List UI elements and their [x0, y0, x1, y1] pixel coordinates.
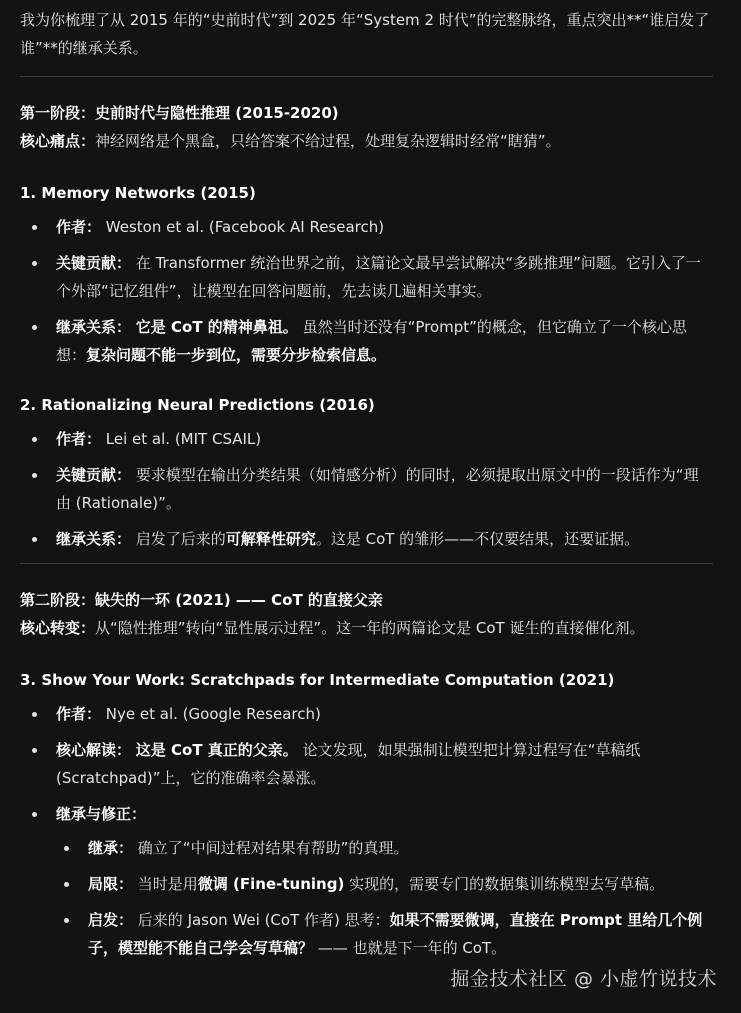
- item-label: 作者：: [56, 705, 102, 723]
- paper-title: 2. Rationalizing Neural Predictions (2016): [20, 396, 375, 414]
- item-text: Weston et al. (Facebook AI Research): [105, 218, 385, 236]
- paper-title: 3. Show Your Work: Scratchpads for Intermediate Computation (2021): [20, 671, 615, 689]
- sub-list-item: [20, 906, 713, 962]
- list-item: [20, 736, 713, 792]
- sub-list-item: [20, 834, 713, 862]
- item-text: 要求模型在输出分类结果（如情感分析）的同时，必须提取出原文中的一段话作为“理由 (Rationale)”。: [56, 466, 699, 512]
- divider: [20, 563, 713, 564]
- item-text: Nye et al. (Google Research): [105, 705, 321, 723]
- item-text: 。这是 CoT 的雏形——不仅要结果，还要证据。: [315, 530, 640, 548]
- item-text: 虽然当时还没有“Prompt”的概念，但它确立了一个核心思想：: [56, 318, 687, 364]
- item-label: 关键贡献：: [56, 466, 132, 484]
- item-text: 确立了“中间过程对结果有帮助”的真理。: [137, 839, 409, 857]
- divider: [20, 76, 713, 77]
- core-line: [20, 127, 713, 155]
- intro-paragraph: 我为你梳理了从 2015 年的“史前时代”到 2025 年“System 2 时代”的完整脉络，重点突出**“谁启发了谁”**的继承关系。: [20, 11, 710, 57]
- list-item: [20, 800, 713, 828]
- item-label: 继承：: [88, 839, 134, 857]
- chat-response: [20, 6, 713, 970]
- item-label: 作者：: [56, 218, 102, 236]
- stage-heading: [20, 586, 713, 614]
- item-label: 启发：: [88, 911, 134, 929]
- item-bold: 复杂问题不能一步到位，需要分步检索信息。: [86, 346, 387, 364]
- core-text: 从“隐性推理”转向“显性展示过程”。这一年的两篇论文是 CoT 诞生的直接催化剂。: [95, 619, 645, 637]
- watermark-text: 掘金技术社区 @ 小虚竹说技术: [450, 968, 717, 990]
- list-item: [20, 213, 713, 241]
- list-item: [20, 525, 713, 553]
- sub-list: [20, 834, 713, 962]
- core-label: 核心转变：: [20, 619, 96, 637]
- item-label: 继承关系：: [56, 530, 132, 548]
- item-label: 作者：: [56, 430, 102, 448]
- sub-list-item: [20, 870, 713, 898]
- paper-details: [20, 213, 713, 369]
- item-label: 继承关系：: [56, 318, 132, 336]
- item-text: 当时是用: [137, 875, 198, 893]
- core-label: 核心痛点：: [20, 132, 96, 150]
- item-text: 论文发现，如果强制让模型把计算过程写在“草稿纸 (Scratchpad)”上，它的准确率会暴涨。: [56, 741, 641, 787]
- item-text: —— 也就是下一年的 CoT。: [317, 939, 507, 957]
- paper-title: 1. Memory Networks (2015): [20, 184, 256, 202]
- item-bold: 可解释性研究: [225, 530, 316, 548]
- list-item: [20, 425, 713, 453]
- stage-title: 第一阶段：史前时代与隐性推理 (2015-2020): [20, 104, 339, 122]
- item-bold: 如果不需要微调，直接在 Prompt 里给几个例子，模型能不能自己学会写草稿？: [88, 911, 703, 957]
- stage-heading: [20, 99, 713, 127]
- list-item: [20, 249, 713, 305]
- item-label: 局限：: [88, 875, 134, 893]
- item-text: 实现的，需要专门的数据集训练模型去写草稿。: [349, 875, 665, 893]
- item-label: 关键贡献：: [56, 254, 132, 272]
- stage-title: 第二阶段：缺失的一环 (2021) —— CoT 的直接父亲: [20, 591, 383, 609]
- paper-details: [20, 425, 713, 553]
- item-label: 继承与修正：: [56, 805, 147, 823]
- item-text: 启发了后来的: [135, 530, 226, 548]
- item-text: 在 Transformer 统治世界之前，这篇论文最早尝试解决“多跳推理”问题。它引入了一个外部“记忆组件”，让模型在回答问题前，先去读几遍相关事实。: [56, 254, 701, 300]
- core-line: [20, 614, 713, 642]
- item-text: Lei et al. (MIT CSAIL): [105, 430, 262, 448]
- item-label: 核心解读：: [56, 741, 132, 759]
- paper-details: [20, 700, 713, 828]
- list-item: [20, 700, 713, 728]
- item-bold: 它是 CoT 的精神鼻祖。: [135, 318, 298, 336]
- item-text: 后来的 Jason Wei (CoT 作者) 思考：: [137, 911, 390, 929]
- list-item: [20, 313, 713, 369]
- list-item: [20, 461, 713, 517]
- core-text: 神经网络是个黑盒，只给答案不给过程，处理复杂逻辑时经常“瞎猜”。: [95, 132, 561, 150]
- item-bold: 微调 (Fine-tuning): [197, 875, 345, 893]
- item-bold: 这是 CoT 真正的父亲。: [135, 741, 298, 759]
